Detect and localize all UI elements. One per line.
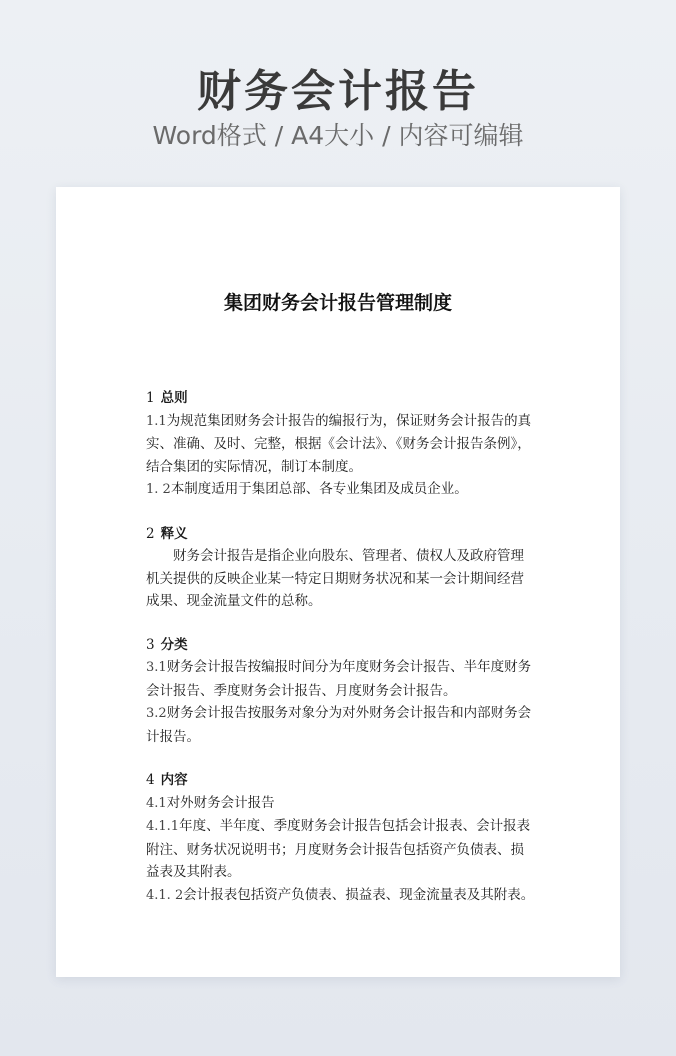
document-body xyxy=(146,387,536,907)
banner-subtitle: Word格式 / A4大小 / 内容可编辑 xyxy=(152,121,524,150)
paragraph-4-1: 4.1对外财务会计报告 xyxy=(146,794,275,811)
document-page xyxy=(56,187,620,977)
paragraph-3-1: 3.1财务会计报告按编报时间分为年度财务会计报告、半年度财务会计报告、季度财务会计报告、月度财务会计报告。 xyxy=(146,659,532,699)
section-heading-content: 4 内容 xyxy=(146,772,188,788)
paragraph-4-1-2: 4.1. 2会计报表包括资产负债表、损益表、现金流量表及其附表。 xyxy=(146,886,535,903)
section-heading-classification: 3 分类 xyxy=(146,636,188,653)
paragraph-2: 财务会计报告是指企业向股东、管理者、债权人及政府管理机关提供的反映企业某一特定日期财务状况和某一会计期间经营成果、现金流量文件的总称。 xyxy=(146,548,524,609)
paragraph-3-2: 3.2财务会计报告按服务对象分为对外财务会计报告和内部财务会计报告。 xyxy=(146,705,532,745)
banner-title: 财务会计报告 xyxy=(197,66,479,117)
document-title: 集团财务会计报告管理制度 xyxy=(223,292,452,314)
section-heading-definition: 2 释义 xyxy=(146,525,188,542)
paragraph-4-1-1: 4.1.1年度、半年度、季度财务会计报告包括会计报表、会计报表附注、财务状况说明书；月度财务会计报告包括资产负债表、损益表及其附表。 xyxy=(146,818,531,880)
paragraph-1-2: 1. 2本制度适用于集团总部、各专业集团及成员企业。 xyxy=(146,481,468,497)
paragraph-1-1: 1.1为规范集团财务会计报告的编报行为，保证财务会计报告的真实、准确、及时、完整，根据《会计法》、《财务会计报告条例》，结合集团的实际情况，制订本制度。 xyxy=(146,412,532,475)
section-heading-general: 1 总则 xyxy=(146,390,188,406)
